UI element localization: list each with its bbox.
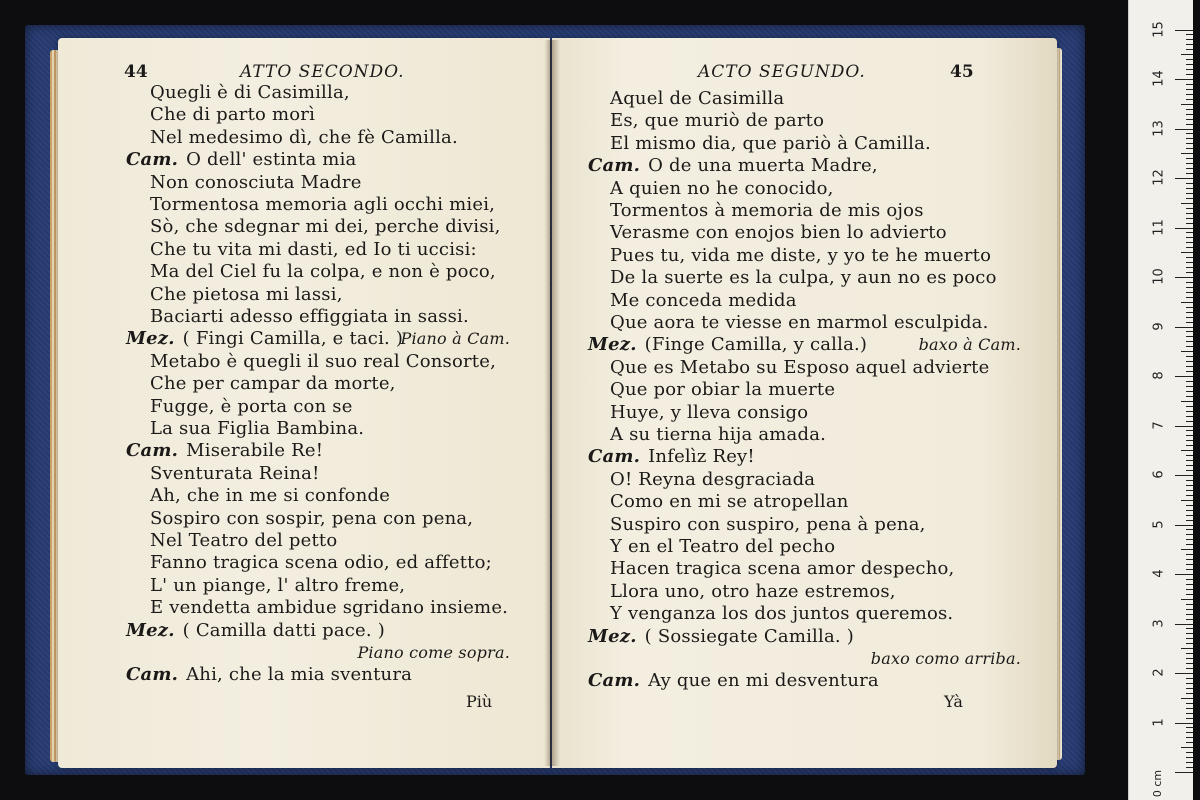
verse-text: ( Sossiegate Camilla. ) — [644, 625, 854, 647]
verse-text: (Finge Camilla, y calla.) — [644, 334, 868, 356]
verse-line — [150, 530, 337, 552]
ruler-label: 15 — [1151, 20, 1167, 38]
ruler-tick — [1186, 208, 1193, 209]
ruler-tick — [1186, 198, 1193, 199]
verse-line — [150, 552, 492, 574]
ruler-tick — [1186, 356, 1193, 357]
ruler-tick — [1186, 109, 1193, 110]
ruler-tick — [1186, 297, 1193, 298]
stage-direction: baxo como arriba. — [870, 649, 1021, 668]
ruler-tick — [1186, 633, 1193, 634]
verse-text: Infelìz Rey! — [648, 446, 755, 468]
verse-text: Ay que en mi desventura — [648, 670, 879, 692]
verse-text: ( Fingi Camilla, e taci. ) — [182, 328, 404, 350]
ruler-label: 3 — [1151, 618, 1167, 628]
ruler-tick — [1186, 619, 1193, 620]
left-catchword: Più — [466, 692, 493, 711]
ruler-tick — [1186, 69, 1193, 70]
stage-direction: Piano come sopra. — [357, 643, 510, 662]
ruler-tick — [1186, 485, 1193, 486]
ruler-tick — [1186, 693, 1193, 694]
ruler-tick — [1181, 203, 1193, 204]
ruler-tick — [1186, 718, 1193, 719]
ruler-tick — [1186, 84, 1193, 85]
ruler-tick — [1186, 34, 1193, 35]
ruler-label: 8 — [1151, 371, 1167, 380]
verse-text: Que por obiar la muerte — [610, 379, 836, 401]
speaker-label: Mez. — [588, 334, 637, 356]
ruler-tick — [1181, 351, 1193, 352]
ruler-tick — [1186, 767, 1193, 768]
ruler-tick — [1186, 44, 1193, 45]
left-running-head: ATTO SECONDO. — [240, 62, 405, 82]
stage-direction: Piano à Cam. — [400, 329, 510, 349]
verse-text: A quien no he conocido, — [610, 177, 834, 199]
ruler-tick — [1186, 213, 1193, 214]
ruler-tick — [1186, 223, 1193, 224]
verse-text: Metabo è quegli il suo real Consorte, — [150, 350, 497, 372]
ruler-tick — [1186, 312, 1193, 313]
ruler-tick — [1175, 624, 1193, 625]
verse-line — [150, 597, 508, 619]
left-page-number: 44 — [124, 62, 148, 82]
ruler-tick — [1186, 663, 1193, 664]
ruler-tick — [1186, 49, 1193, 50]
ruler-tick — [1186, 589, 1193, 590]
verse-line — [610, 379, 835, 401]
verse-line — [150, 306, 469, 328]
ruler-tick — [1186, 609, 1193, 610]
verse-line — [610, 357, 989, 379]
speaker-label: Cam. — [588, 155, 641, 177]
verse-line — [610, 603, 953, 625]
ruler-tick — [1175, 376, 1193, 377]
ruler-tick — [1186, 727, 1193, 728]
verse-text: Sventurata Reina! — [150, 462, 320, 484]
ruler-tick — [1186, 520, 1193, 521]
ruler-tick — [1186, 470, 1193, 471]
verse-text: Che tu vita mi dasti, ed Io ti uccisi: — [150, 238, 477, 260]
verse-text: Sospiro con sospir, pena con pena, — [150, 507, 474, 529]
ruler-tick — [1186, 579, 1193, 580]
right-catchword: Yà — [944, 692, 963, 711]
ruler-tick — [1186, 460, 1193, 461]
ruler-tick — [1186, 515, 1193, 516]
speaker-label: Mez. — [588, 625, 637, 647]
verse-text: Hacen tragica scena amor despecho, — [610, 558, 955, 580]
verse-text: Me conceda medida — [610, 289, 797, 311]
ruler-tick — [1175, 525, 1193, 526]
verse-line — [150, 418, 364, 440]
ruler-tick — [1186, 495, 1193, 496]
ruler-tick — [1186, 678, 1193, 679]
verse-text: Que aora te viesse en marmol esculpida. — [610, 312, 989, 333]
verse-line — [150, 463, 320, 485]
verse-line — [610, 558, 954, 580]
ruler-tick — [1186, 138, 1193, 139]
ruler-tick — [1186, 148, 1193, 149]
verse-text: E vendetta ambidue sgridano insieme. — [150, 597, 509, 619]
verse-line — [126, 149, 356, 171]
ruler-tick — [1175, 426, 1193, 427]
ruler-tick — [1186, 59, 1193, 60]
verse-line — [150, 351, 496, 373]
verse-line — [150, 508, 473, 530]
verse-line — [610, 581, 896, 603]
ruler-tick — [1181, 450, 1193, 451]
verse-text: Suspiro con suspiro, pena à pena, — [610, 513, 926, 535]
ruler-tick — [1186, 544, 1193, 545]
ruler-tick — [1186, 643, 1193, 644]
ruler-tick — [1186, 188, 1193, 189]
verse-line — [126, 664, 412, 686]
ruler-tick — [1186, 683, 1193, 684]
ruler-label: 10 — [1151, 268, 1167, 285]
ruler-tick — [1186, 653, 1193, 654]
ruler-tick — [1175, 327, 1193, 328]
verse-line — [150, 396, 353, 418]
ruler-tick — [1186, 732, 1193, 733]
verse-line — [610, 469, 815, 491]
ruler-tick — [1186, 341, 1193, 342]
verse-text: Tormentos à memoria de mis ojos — [610, 200, 924, 221]
verse-text: Ah, che in me si confonde — [150, 485, 391, 507]
ruler-tick — [1181, 549, 1193, 550]
verse-line — [150, 127, 458, 149]
ruler-tick — [1186, 99, 1193, 100]
ruler-tick — [1186, 708, 1193, 709]
ruler-tick — [1186, 371, 1193, 372]
ruler-tick — [1181, 153, 1193, 154]
ruler-tick — [1186, 158, 1193, 159]
ruler-tick — [1186, 386, 1193, 387]
ruler-tick — [1186, 510, 1193, 511]
stage-direction: baxo à Cam. — [918, 335, 1021, 355]
ruler-tick — [1181, 252, 1193, 253]
verse-line — [150, 104, 315, 126]
verse-line — [610, 200, 924, 222]
ruler-label: 2 — [1151, 668, 1167, 677]
ruler-tick — [1186, 529, 1193, 530]
ruler-tick — [1186, 490, 1193, 491]
verse-text: Y venganza los dos juntos queremos. — [610, 603, 954, 625]
ruler-unit: 0 cm — [1150, 769, 1164, 798]
ruler-tick — [1186, 282, 1193, 283]
right-page-number: 45 — [950, 62, 974, 82]
ruler-label: 4 — [1151, 569, 1167, 578]
ruler-tick — [1186, 124, 1193, 125]
verse-text: Che per campar da morte, — [150, 373, 396, 395]
verse-line — [610, 245, 991, 267]
ruler-tick — [1181, 500, 1193, 501]
verse-line — [126, 620, 385, 642]
ruler-label: 7 — [1151, 420, 1167, 430]
ruler-tick — [1186, 594, 1193, 595]
verse-line — [150, 172, 362, 194]
ruler-tick — [1186, 638, 1193, 639]
speaker-label: Cam. — [126, 440, 179, 462]
ruler-label: 1 — [1151, 717, 1167, 727]
ruler-tick — [1186, 406, 1193, 407]
ruler-tick — [1186, 361, 1193, 362]
ruler-tick — [1186, 247, 1193, 248]
ruler-label: 9 — [1151, 321, 1167, 331]
verse-line — [150, 284, 343, 306]
ruler-tick — [1175, 178, 1193, 179]
ruler-tick — [1175, 79, 1193, 80]
ruler-tick — [1186, 742, 1193, 743]
verse-text: O! Reyna desgraciada — [610, 468, 816, 490]
ruler-tick — [1186, 435, 1193, 436]
ruler-tick — [1186, 143, 1193, 144]
verse-line — [610, 491, 849, 513]
verse-text: Fanno tragica scena odio, ed affetto; — [150, 552, 492, 574]
verse-text: Nel medesimo dì, che fè Camilla. — [150, 126, 458, 148]
ruler-tick — [1186, 752, 1193, 753]
ruler-tick — [1186, 257, 1193, 258]
ruler-tick — [1186, 396, 1193, 397]
verse-text: El mismo dia, que pariò à Camilla. — [610, 132, 931, 154]
ruler-tick — [1186, 232, 1193, 233]
ruler-tick — [1186, 569, 1193, 570]
ruler-tick — [1186, 757, 1193, 758]
verse-line — [150, 216, 501, 238]
ruler-label: 12 — [1151, 169, 1167, 186]
verse-line — [610, 514, 926, 536]
ruler-tick — [1175, 30, 1193, 31]
verse-text: Que es Metabo su Esposo aquel advierte — [610, 356, 990, 378]
verse-line — [150, 575, 405, 597]
ruler-tick — [1186, 554, 1193, 555]
ruler-tick — [1181, 54, 1193, 55]
ruler-label: 13 — [1151, 119, 1167, 137]
verse-text: Che pietosa mi lassi, — [150, 283, 343, 305]
ruler-tick — [1175, 475, 1193, 476]
ruler-label: 11 — [1151, 218, 1167, 236]
ruler-tick — [1186, 336, 1193, 337]
verse-text: Verasme con enojos bien lo advierto — [610, 222, 947, 244]
verse-line — [126, 440, 323, 462]
ruler-tick — [1175, 574, 1193, 575]
ruler-tick — [1186, 183, 1193, 184]
ruler-tick — [1186, 272, 1193, 273]
verse-line — [610, 178, 834, 200]
verse-line — [588, 626, 854, 648]
verse-text: Baciarti adesso effiggiata in sassi. — [150, 306, 469, 327]
ruler-tick — [1186, 331, 1193, 332]
verse-text: De la suerte es la culpa, y aun no es poco — [610, 267, 997, 289]
ruler-tick — [1186, 628, 1193, 629]
verse-text: Huye, y lleva consigo — [610, 401, 809, 423]
ruler-tick — [1186, 584, 1193, 585]
verse-line — [150, 194, 495, 216]
speaker-label: Mez. — [126, 619, 175, 641]
verse-line — [610, 402, 808, 424]
ruler-tick — [1175, 772, 1193, 773]
verse-text: Sò, che sdegnar mi dei, perche divisi, — [150, 216, 501, 238]
verse-text: Como en mi se atropellan — [610, 491, 849, 513]
ruler-tick — [1186, 262, 1193, 263]
verse-text: Non conosciuta Madre — [150, 171, 362, 193]
verse-text: Quegli è di Casimilla, — [150, 82, 350, 103]
verse-text: O de una muerta Madre, — [648, 155, 878, 177]
ruler-tick — [1186, 668, 1193, 669]
ruler-tick — [1186, 168, 1193, 169]
ruler-tick — [1186, 242, 1193, 243]
verse-line — [588, 155, 878, 177]
ruler-tick — [1181, 401, 1193, 402]
ruler-tick — [1186, 366, 1193, 367]
ruler-tick — [1181, 302, 1193, 303]
verse-line — [150, 82, 350, 104]
ruler-tick — [1186, 421, 1193, 422]
verse-text: La sua Figlia Bambina. — [150, 418, 365, 439]
ruler-tick — [1186, 89, 1193, 90]
verse-line — [610, 424, 826, 446]
ruler-tick — [1186, 445, 1193, 446]
verse-line — [150, 485, 390, 507]
ruler-label: 14 — [1151, 70, 1167, 87]
ruler-tick — [1186, 346, 1193, 347]
verse-text: Miserabile Re! — [186, 440, 324, 462]
ruler-tick — [1181, 698, 1193, 699]
ruler-tick — [1186, 534, 1193, 535]
verse-line — [150, 261, 496, 283]
ruler-tick — [1186, 74, 1193, 75]
ruler-tick — [1186, 39, 1193, 40]
ruler-tick — [1175, 723, 1193, 724]
verse-text: Ma del Ciel fu la colpa, e non è poco, — [150, 261, 496, 283]
ruler-tick — [1186, 411, 1193, 412]
ruler-tick — [1186, 64, 1193, 65]
verse-line — [150, 239, 477, 261]
ruler-tick — [1186, 688, 1193, 689]
ruler-tick — [1186, 480, 1193, 481]
ruler-tick — [1186, 292, 1193, 293]
ruler-tick — [1186, 737, 1193, 738]
verse-text: Che di parto morì — [150, 104, 316, 126]
speaker-label: Mez. — [126, 328, 175, 350]
right-page — [552, 38, 1057, 768]
ruler-tick — [1181, 599, 1193, 600]
ruler-tick — [1186, 237, 1193, 238]
ruler-tick — [1181, 747, 1193, 748]
ruler-tick — [1175, 673, 1193, 674]
verse-text: Fugge, è porta con se — [150, 395, 353, 417]
ruler-tick — [1186, 559, 1193, 560]
verse-text: Tormentosa memoria agli occhi miei, — [150, 194, 496, 215]
ruler-tick — [1175, 129, 1193, 130]
ruler-label: 5 — [1151, 519, 1167, 529]
speaker-label: Cam. — [588, 670, 641, 692]
ruler-tick — [1186, 440, 1193, 441]
verse-text: O dell' estinta mia — [186, 149, 357, 171]
ruler-tick — [1186, 307, 1193, 308]
verse-line — [610, 536, 835, 558]
verse-line — [610, 290, 797, 312]
ruler-tick — [1186, 614, 1193, 615]
right-running-head: ACTO SEGUNDO. — [698, 62, 866, 82]
verse-line — [610, 267, 997, 289]
verse-line — [610, 312, 989, 334]
verse-line — [610, 133, 931, 155]
verse-text: L' un piange, l' altro freme, — [150, 574, 406, 596]
ruler-tick — [1186, 94, 1193, 95]
ruler-tick — [1186, 218, 1193, 219]
verse-text: A su tierna hija amada. — [610, 424, 827, 445]
ruler-tick — [1186, 119, 1193, 120]
ruler-tick — [1186, 317, 1193, 318]
ruler-tick — [1186, 455, 1193, 456]
ruler-tick — [1186, 287, 1193, 288]
speaker-label: Cam. — [126, 149, 179, 171]
ruler-tick — [1186, 416, 1193, 417]
ruler-tick — [1186, 391, 1193, 392]
verse-text: ( Camilla datti pace. ) — [182, 619, 385, 641]
verse-line — [610, 222, 947, 244]
ruler-tick — [1186, 539, 1193, 540]
ruler-tick — [1181, 648, 1193, 649]
verse-line — [150, 373, 396, 395]
ruler-tick — [1186, 381, 1193, 382]
ruler-tick — [1186, 173, 1193, 174]
verse-line — [588, 446, 755, 468]
book-gutter — [544, 40, 560, 766]
ruler-tick — [1186, 163, 1193, 164]
ruler-tick — [1186, 430, 1193, 431]
ruler-tick — [1186, 564, 1193, 565]
ruler-tick — [1186, 133, 1193, 134]
ruler-tick — [1186, 703, 1193, 704]
verse-text: Aquel de Casimilla — [610, 88, 785, 109]
verse-line — [610, 110, 824, 132]
ruler-tick — [1186, 658, 1193, 659]
verse-text: Llora uno, otro haze estremos, — [610, 580, 896, 602]
left-page — [58, 38, 550, 768]
verse-line — [588, 334, 867, 356]
ruler-tick — [1186, 762, 1193, 763]
verse-text: Y en el Teatro del pecho — [610, 536, 836, 557]
verse-line — [610, 88, 784, 110]
ruler-tick — [1181, 104, 1193, 105]
speaker-label: Cam. — [588, 446, 641, 468]
verse-line — [588, 670, 879, 692]
verse-line — [126, 328, 403, 350]
ruler-tick — [1186, 713, 1193, 714]
verse-text: Es, que muriò de parto — [610, 110, 825, 132]
measuring-ruler — [1128, 0, 1193, 800]
speaker-label: Cam. — [126, 664, 179, 686]
ruler-tick — [1175, 228, 1193, 229]
ruler-tick — [1186, 505, 1193, 506]
ruler-tick — [1186, 465, 1193, 466]
ruler-label: 6 — [1151, 470, 1167, 479]
ruler-tick — [1186, 193, 1193, 194]
verse-text: Nel Teatro del petto — [150, 530, 338, 551]
verse-text: Ahi, che la mia sventura — [186, 664, 413, 686]
ruler-tick — [1175, 277, 1193, 278]
ruler-tick — [1186, 114, 1193, 115]
ruler-tick — [1186, 322, 1193, 323]
ruler-tick — [1186, 604, 1193, 605]
ruler-tick — [1186, 267, 1193, 268]
verse-text: Pues tu, vida me diste, y yo te he muerto — [610, 244, 992, 266]
